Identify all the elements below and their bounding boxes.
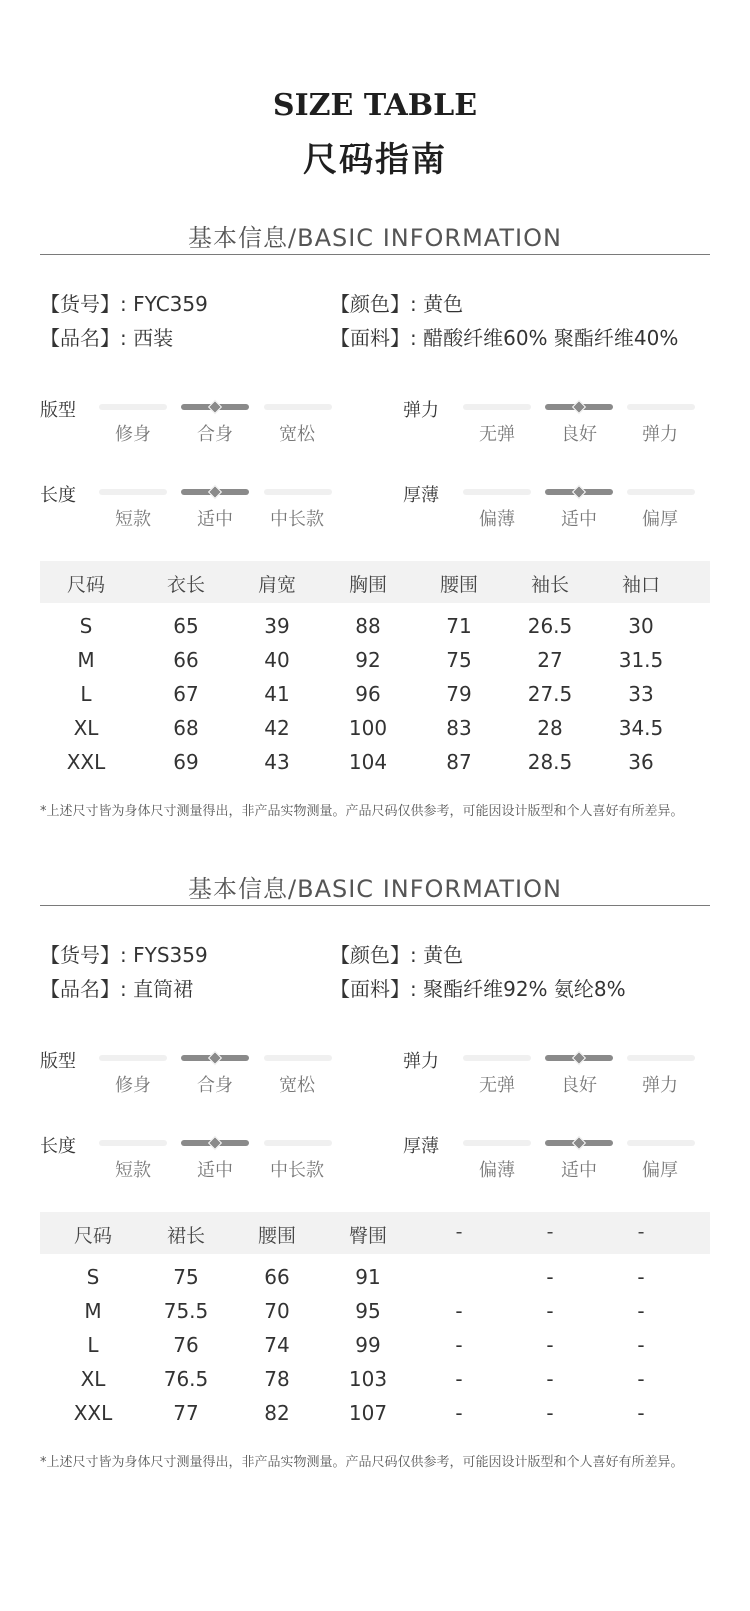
table-cell: 83 <box>446 716 472 740</box>
table-cell: 77 <box>173 1401 199 1425</box>
table-cell: 65 <box>173 614 199 638</box>
table-cell: M <box>77 648 95 672</box>
table-cell: 100 <box>348 716 388 740</box>
table-cell: 30 <box>628 614 654 638</box>
section-skirt <box>0 869 750 1479</box>
table-cell: 43 <box>264 750 290 774</box>
table-cell: XL <box>80 1367 106 1391</box>
header-cell: 肩宽 <box>257 574 296 596</box>
section-suit <box>0 218 750 828</box>
rating-bar <box>99 489 167 495</box>
table-cell: 70 <box>264 1299 290 1323</box>
table-cell: - <box>455 1367 463 1391</box>
item-number: 【货号】: FYC359 <box>40 292 208 316</box>
header-cell: 臀围 <box>348 1225 387 1247</box>
rating-option: 适中 <box>197 1160 233 1181</box>
rating-label-thickness: 厚薄 <box>403 485 439 506</box>
product-name: 【品名】: 直筒裙 <box>40 977 194 1001</box>
table-row <box>40 1367 710 1397</box>
rating-label-fit: 版型 <box>40 1051 76 1072</box>
product-color: 【颜色】: 黄色 <box>330 943 464 967</box>
table-cell: - <box>546 1401 554 1425</box>
table-cell: 78 <box>264 1367 290 1391</box>
table-cell: XXL <box>66 750 106 774</box>
rating-bar <box>627 489 695 495</box>
table-row <box>40 1299 710 1329</box>
rating-bar <box>264 489 332 495</box>
rating-bar-selected <box>545 489 613 495</box>
table-cell: L <box>87 1333 99 1357</box>
rating-bar <box>463 1140 531 1146</box>
table-cell: 28 <box>537 716 563 740</box>
table-cell: L <box>80 682 92 706</box>
header-cell: - <box>455 1221 463 1243</box>
header-cell: - <box>637 1221 645 1243</box>
table-cell: 92 <box>355 648 381 672</box>
table-cell: XXL <box>73 1401 113 1425</box>
table-cell: S <box>79 614 93 638</box>
table-row <box>40 750 710 780</box>
size-table-header <box>40 1212 710 1254</box>
table-cell: 39 <box>264 614 290 638</box>
rating-label-thickness: 厚薄 <box>403 1136 439 1157</box>
rating-bar-selected <box>181 1140 249 1146</box>
rating-knob <box>572 1051 586 1065</box>
table-cell: 95 <box>355 1299 381 1323</box>
rating-option: 适中 <box>197 509 233 530</box>
rating-label-fit: 版型 <box>40 400 76 421</box>
rating-label-elasticity: 弹力 <box>403 400 439 421</box>
rating-bar <box>99 404 167 410</box>
divider <box>40 254 710 255</box>
header-cell: 袖口 <box>621 574 660 596</box>
rating-option: 偏薄 <box>479 1160 515 1181</box>
table-cell: 74 <box>264 1333 290 1357</box>
table-cell: - <box>546 1367 554 1391</box>
table-row <box>40 716 710 746</box>
rating-option: 弹力 <box>642 1075 678 1096</box>
rating-option: 偏厚 <box>642 509 678 530</box>
table-row <box>40 614 710 644</box>
table-cell: 36 <box>628 750 654 774</box>
product-color: 【颜色】: 黄色 <box>330 292 464 316</box>
table-cell: 28.5 <box>527 750 573 774</box>
rating-option: 宽松 <box>279 1075 315 1096</box>
table-cell: 67 <box>173 682 199 706</box>
rating-label-length: 长度 <box>40 485 76 506</box>
table-cell: 75.5 <box>163 1299 209 1323</box>
rating-knob <box>572 485 586 499</box>
table-cell: 76 <box>173 1333 199 1357</box>
title-cn: 尺码指南 <box>303 140 447 180</box>
rating-bar <box>627 1140 695 1146</box>
table-cell: XL <box>73 716 99 740</box>
rating-knob <box>572 400 586 414</box>
table-cell: 87 <box>446 750 472 774</box>
rating-option: 适中 <box>561 1160 597 1181</box>
rating-option: 短款 <box>115 1160 151 1181</box>
rating-option: 合身 <box>197 424 233 445</box>
rating-option: 无弹 <box>479 1075 515 1096</box>
header-cell: - <box>546 1221 554 1243</box>
table-cell: 66 <box>173 648 199 672</box>
table-cell: 107 <box>348 1401 388 1425</box>
rating-label-length: 长度 <box>40 1136 76 1157</box>
table-cell: M <box>84 1299 102 1323</box>
rating-option: 适中 <box>561 509 597 530</box>
header-cell: 尺码 <box>73 1225 112 1247</box>
rating-option: 良好 <box>561 1075 597 1096</box>
header-cell: 尺码 <box>66 574 105 596</box>
table-cell: - <box>455 1401 463 1425</box>
rating-option: 短款 <box>115 509 151 530</box>
table-cell: 66 <box>264 1265 290 1289</box>
table-cell: 75 <box>173 1265 199 1289</box>
table-row <box>40 1333 710 1363</box>
product-name: 【品名】: 西装 <box>40 326 174 350</box>
rating-option: 良好 <box>561 424 597 445</box>
rating-label-elasticity: 弹力 <box>403 1051 439 1072</box>
section-heading: 基本信息/BASIC INFORMATION <box>188 224 562 252</box>
table-cell: 69 <box>173 750 199 774</box>
rating-option: 中长款 <box>270 509 324 530</box>
table-cell: - <box>637 1401 645 1425</box>
rating-bar <box>99 1140 167 1146</box>
table-cell: - <box>637 1299 645 1323</box>
rating-bar <box>463 1055 531 1061</box>
header-cell: 腰围 <box>257 1225 296 1247</box>
rating-bar <box>99 1055 167 1061</box>
table-cell: 76.5 <box>163 1367 209 1391</box>
header-cell: 裙长 <box>166 1225 205 1247</box>
table-row <box>40 1401 710 1431</box>
rating-knob <box>208 1051 222 1065</box>
size-note: *上述尺寸皆为身体尺寸测量得出，非产品实物测量。产品尺码仅供参考，可能因设计版型和个人喜好有所差异。 <box>40 1455 684 1470</box>
rating-knob <box>208 400 222 414</box>
table-cell: 42 <box>264 716 290 740</box>
rating-bar <box>264 404 332 410</box>
table-row <box>40 648 710 678</box>
table-cell: 82 <box>264 1401 290 1425</box>
table-cell: 26.5 <box>527 614 573 638</box>
rating-option: 无弹 <box>479 424 515 445</box>
table-cell: - <box>455 1299 463 1323</box>
header-cell: 腰围 <box>439 574 478 596</box>
header-cell: 胸围 <box>348 574 387 596</box>
size-table-header <box>40 561 710 603</box>
rating-knob <box>208 485 222 499</box>
rating-bar <box>627 404 695 410</box>
rating-option: 修身 <box>115 424 151 445</box>
rating-option: 偏厚 <box>642 1160 678 1181</box>
table-cell: 41 <box>264 682 290 706</box>
table-cell: 75 <box>446 648 472 672</box>
table-cell: - <box>546 1265 554 1289</box>
rating-bar-selected <box>181 1055 249 1061</box>
table-cell: 40 <box>264 648 290 672</box>
table-cell: 27.5 <box>527 682 573 706</box>
rating-bar-selected <box>545 1055 613 1061</box>
table-cell: - <box>637 1333 645 1357</box>
divider <box>40 905 710 906</box>
rating-bar <box>264 1055 332 1061</box>
table-cell: 33 <box>628 682 654 706</box>
table-cell: 31.5 <box>618 648 664 672</box>
table-cell: - <box>637 1265 645 1289</box>
rating-option: 修身 <box>115 1075 151 1096</box>
rating-bar <box>463 489 531 495</box>
size-note: *上述尺寸皆为身体尺寸测量得出，非产品实物测量。产品尺码仅供参考，可能因设计版型和个人喜好有所差异。 <box>40 804 684 819</box>
table-cell: 91 <box>355 1265 381 1289</box>
table-cell: 79 <box>446 682 472 706</box>
table-cell: 68 <box>173 716 199 740</box>
section-heading: 基本信息/BASIC INFORMATION <box>188 875 562 903</box>
table-cell: 99 <box>355 1333 381 1357</box>
rating-bar <box>264 1140 332 1146</box>
product-fabric: 【面料】: 醋酸纤维60% 聚酯纤维40% <box>330 326 679 350</box>
rating-bar-selected <box>545 404 613 410</box>
rating-bar-selected <box>181 404 249 410</box>
rating-option: 偏薄 <box>479 509 515 530</box>
table-row <box>40 1265 710 1295</box>
table-cell: 27 <box>537 648 563 672</box>
rating-knob <box>208 1136 222 1150</box>
table-cell: - <box>546 1333 554 1357</box>
table-cell: 88 <box>355 614 381 638</box>
header-cell: 衣长 <box>166 574 205 596</box>
rating-option: 中长款 <box>270 1160 324 1181</box>
table-cell: - <box>637 1367 645 1391</box>
rating-bar <box>463 404 531 410</box>
rating-option: 弹力 <box>642 424 678 445</box>
rating-knob <box>572 1136 586 1150</box>
table-cell: S <box>86 1265 100 1289</box>
table-cell: - <box>546 1299 554 1323</box>
table-cell: 71 <box>446 614 472 638</box>
table-cell: - <box>455 1333 463 1357</box>
header-cell: 袖长 <box>530 574 569 596</box>
table-row <box>40 682 710 712</box>
table-cell: 34.5 <box>618 716 664 740</box>
table-cell: 96 <box>355 682 381 706</box>
rating-option: 宽松 <box>279 424 315 445</box>
table-cell: 103 <box>348 1367 388 1391</box>
table-cell: 104 <box>348 750 388 774</box>
rating-bar <box>627 1055 695 1061</box>
rating-bar-selected <box>545 1140 613 1146</box>
rating-option: 合身 <box>197 1075 233 1096</box>
item-number: 【货号】: FYS359 <box>40 943 208 967</box>
title-en: SIZE TABLE <box>272 88 478 123</box>
product-fabric: 【面料】: 聚酯纤维92% 氨纶8% <box>330 977 626 1001</box>
rating-bar-selected <box>181 489 249 495</box>
